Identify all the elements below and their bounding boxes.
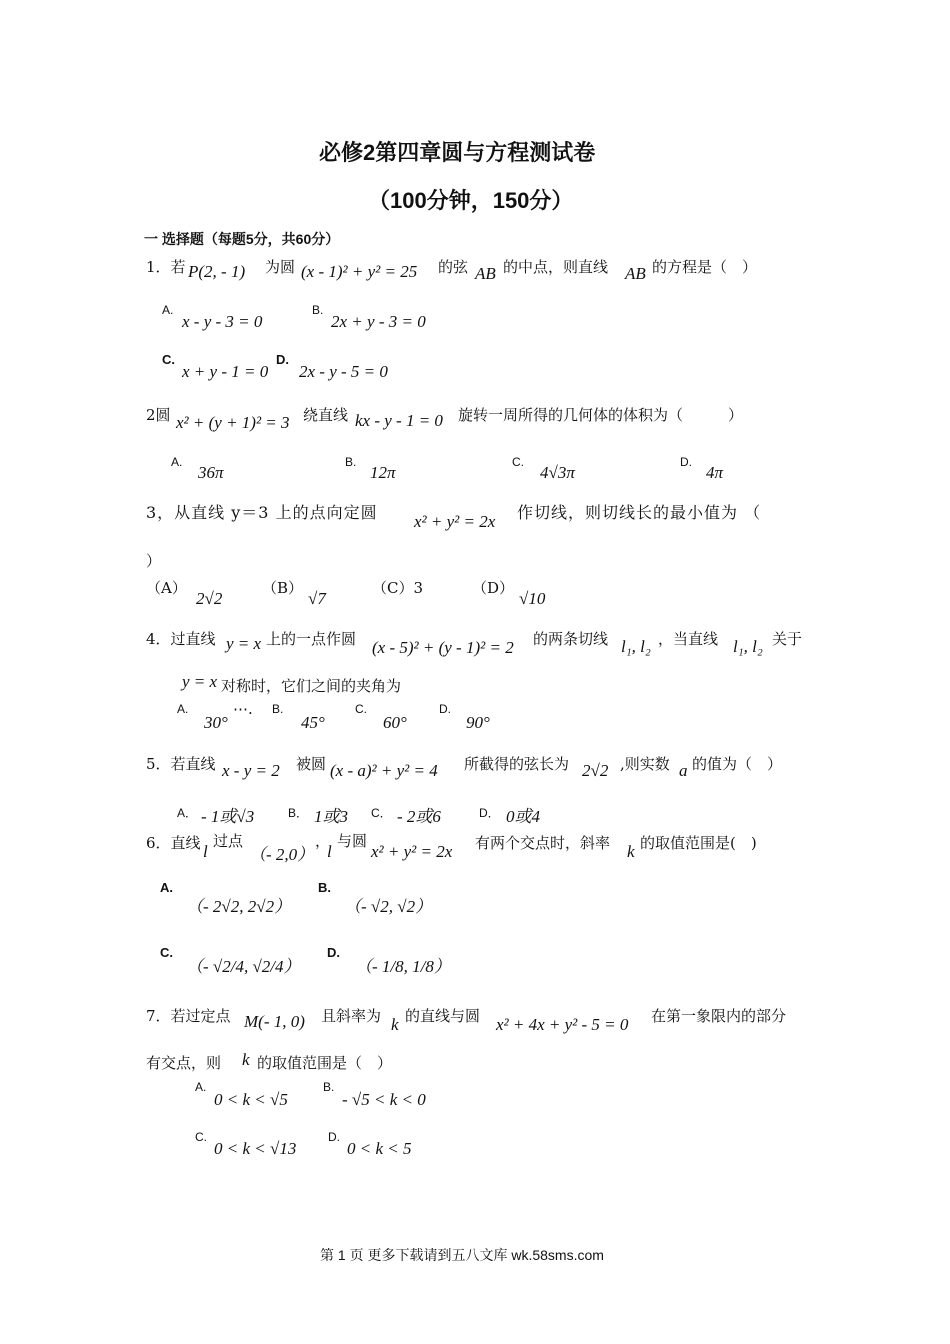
q7-option-b: - √5 < k < 0 bbox=[342, 1090, 426, 1109]
q4-text: ，当直线 bbox=[658, 630, 719, 648]
q4-stem-pre: 4．过直线 bbox=[146, 630, 216, 648]
q5-text: 被圆 bbox=[296, 755, 327, 773]
q7-option-c: 0 < k < √13 bbox=[214, 1139, 297, 1158]
q4-text: 上的一点作圆 bbox=[266, 630, 357, 648]
q6-option-a: （- 2√2, 2√2） bbox=[186, 897, 292, 916]
q2-option-a: 36π bbox=[198, 463, 224, 482]
page-footer: 第 1 页 更多下载请到五八文库 wk.58sms.com bbox=[320, 1247, 604, 1263]
q7-text: 且斜率为 bbox=[321, 1007, 382, 1025]
q5-text: 的值为（ ） bbox=[692, 755, 783, 773]
q3-option-d: √10 bbox=[519, 589, 546, 608]
q6-stem-pre: 6．直线 bbox=[146, 834, 201, 852]
q6-option-d: （- 1/8, 1/8） bbox=[355, 957, 451, 976]
q1-point: P(2, - 1) bbox=[188, 262, 246, 281]
q4-circle: (x - 5)² + (y - 1)² = 2 bbox=[372, 638, 514, 657]
q4-l12: l₁, l₂ bbox=[621, 637, 651, 656]
q1-text: 的弦 bbox=[438, 258, 469, 276]
q1-ab: AB bbox=[475, 264, 496, 283]
q2-option-d-label: D. bbox=[680, 455, 692, 469]
q2-text: 绕直线 bbox=[303, 406, 349, 424]
q1-option-c-label: C. bbox=[162, 352, 175, 367]
q5-option-d: 0或4 bbox=[506, 807, 540, 826]
q7-text: 的取值范围是（ ） bbox=[257, 1054, 393, 1072]
q7-text: 的直线与圆 bbox=[405, 1007, 481, 1025]
q1-option-b: 2x + y - 3 = 0 bbox=[331, 312, 426, 331]
q5-chord: 2√2 bbox=[582, 761, 609, 780]
q7-option-c-label: C. bbox=[195, 1130, 207, 1144]
section-heading: 一 选择题（每题5分，共60分） bbox=[144, 231, 340, 247]
q6-l: l bbox=[327, 842, 332, 861]
q1-option-c: x + y - 1 = 0 bbox=[182, 362, 269, 381]
q7-point: M(- 1, 0) bbox=[244, 1012, 305, 1031]
q1-text: 的中点，则直线 bbox=[503, 258, 609, 276]
q6-text: 过点 bbox=[213, 832, 244, 850]
q3-text: ） bbox=[146, 552, 162, 570]
q4-text: 对称时，它们之间的夹角为 bbox=[221, 677, 402, 695]
q5-option-d-label: D． bbox=[479, 806, 500, 820]
q3-option-a-label: （A） bbox=[146, 579, 187, 597]
page-title: 必修2第四章圆与方程测试卷 bbox=[319, 140, 596, 165]
q6-l: l bbox=[203, 842, 208, 861]
q7-circle: x² + 4x + y² - 5 = 0 bbox=[496, 1015, 629, 1034]
page-subtitle: （100分钟，150分） bbox=[368, 188, 574, 213]
q4-option-a: 30° bbox=[204, 713, 228, 732]
q6-point: （- 2,0） bbox=[249, 845, 315, 864]
q7-stem-pre: 7．若过定点 bbox=[146, 1007, 231, 1025]
q5-line: x - y = 2 bbox=[222, 761, 280, 780]
q2-option-c: 4√3π bbox=[540, 463, 575, 482]
q4-option-d: 90° bbox=[466, 713, 490, 732]
q1-option-a-label: A. bbox=[162, 303, 174, 317]
q2-option-b-label: B. bbox=[345, 455, 357, 469]
q2-stem-pre: 2圆 bbox=[146, 406, 171, 424]
q7-option-a-label: A. bbox=[195, 1080, 207, 1094]
q7-option-a: 0 < k < √5 bbox=[214, 1090, 288, 1109]
q1-circle: (x - 1)² + y² = 25 bbox=[301, 262, 418, 281]
q4-option-c: 60° bbox=[383, 713, 407, 732]
q1-option-d: 2x - y - 5 = 0 bbox=[299, 362, 388, 381]
q4-text: 关于 bbox=[772, 630, 803, 648]
q1-ab: AB bbox=[625, 264, 646, 283]
q5-option-a-label: A． bbox=[177, 806, 198, 820]
q3-text: 作切线，则切线长的最小值为 （ bbox=[517, 503, 762, 522]
q5-option-b: 1或3 bbox=[314, 807, 348, 826]
q5-a: a bbox=[679, 761, 688, 780]
q5-circle: (x - a)² + y² = 4 bbox=[330, 761, 438, 780]
q3-option-c: （C）3 bbox=[372, 579, 424, 597]
q6-text: ， bbox=[315, 832, 331, 850]
q4-line: y = x bbox=[182, 672, 218, 691]
q2-line: kx - y - 1 = 0 bbox=[355, 411, 443, 430]
q7-k: k bbox=[242, 1050, 250, 1069]
q5-text: ,则实数 bbox=[620, 755, 670, 773]
q3-option-a: 2√2 bbox=[196, 589, 223, 608]
q1-text: 的方程是（ ） bbox=[652, 258, 758, 276]
q3-circle: x² + y² = 2x bbox=[414, 512, 496, 531]
q3-option-b: √7 bbox=[308, 589, 326, 608]
q6-option-d-label: D. bbox=[327, 945, 340, 960]
q4-text: 的两条切线 bbox=[533, 630, 609, 648]
q5-text: 所截得的弦长为 bbox=[464, 755, 570, 773]
q7-k: k bbox=[391, 1015, 399, 1034]
q6-circle: x² + y² = 2x bbox=[371, 842, 453, 861]
q6-text: 有两个交点时，斜率 bbox=[475, 834, 611, 852]
q4-option-c-label: C. bbox=[355, 702, 367, 716]
q1-option-d-label: D. bbox=[276, 352, 289, 367]
q3-option-b-label: （B） bbox=[262, 579, 304, 597]
q4-l12: l₁, l₂ bbox=[733, 637, 763, 656]
q6-option-b: （- √2, √2） bbox=[344, 897, 433, 916]
q7-option-b-label: B. bbox=[323, 1080, 335, 1094]
q2-circle: x² + (y + 1)² = 3 bbox=[176, 413, 290, 432]
q2-option-d: 4π bbox=[706, 463, 724, 482]
q7-option-d-label: D. bbox=[328, 1130, 340, 1144]
q5-option-c-label: C． bbox=[371, 806, 392, 820]
q6-text: 的取值范围是( ) bbox=[640, 834, 757, 852]
q2-text: 旋转一周所得的几何体的体积为（ ） bbox=[458, 406, 744, 424]
q3-stem-pre: 3，从直线 y＝3 上的点向定圆 bbox=[146, 503, 378, 522]
q6-text: 与圆 bbox=[337, 832, 368, 850]
q1-text: 为圆 bbox=[265, 258, 296, 276]
q1-stem-pre: 1．若 bbox=[146, 258, 186, 276]
q4-line: y = x bbox=[226, 634, 262, 653]
q2-option-a-label: A. bbox=[171, 455, 183, 469]
q4-dots: ⋯. bbox=[233, 700, 253, 718]
q6-k: k bbox=[627, 842, 635, 861]
q4-option-b: 45° bbox=[301, 713, 325, 732]
q1-option-a: x - y - 3 = 0 bbox=[182, 312, 263, 331]
q7-option-d: 0 < k < 5 bbox=[347, 1139, 412, 1158]
q6-option-c-label: C. bbox=[160, 945, 173, 960]
q4-option-b-label: B. bbox=[272, 702, 284, 716]
q4-option-a-label: A. bbox=[177, 702, 189, 716]
q2-option-b: 12π bbox=[370, 463, 396, 482]
q4-option-d-label: D. bbox=[439, 702, 451, 716]
q6-option-b-label: B. bbox=[318, 880, 331, 895]
q5-option-b-label: B． bbox=[288, 806, 309, 820]
q5-stem-pre: 5．若直线 bbox=[146, 755, 216, 773]
q5-option-a: - 1或√3 bbox=[201, 807, 255, 826]
q6-option-a-label: A. bbox=[160, 880, 173, 895]
q1-option-b-label: B. bbox=[312, 303, 324, 317]
q7-text: 在第一象限内的部分 bbox=[651, 1007, 787, 1025]
q5-option-c: - 2或6 bbox=[397, 807, 441, 826]
q3-option-d-label: （D） bbox=[472, 579, 515, 597]
q2-option-c-label: C. bbox=[512, 455, 524, 469]
q6-option-c: （- √2/4, √2/4） bbox=[186, 957, 301, 976]
q7-text: 有交点，则 bbox=[146, 1054, 222, 1072]
